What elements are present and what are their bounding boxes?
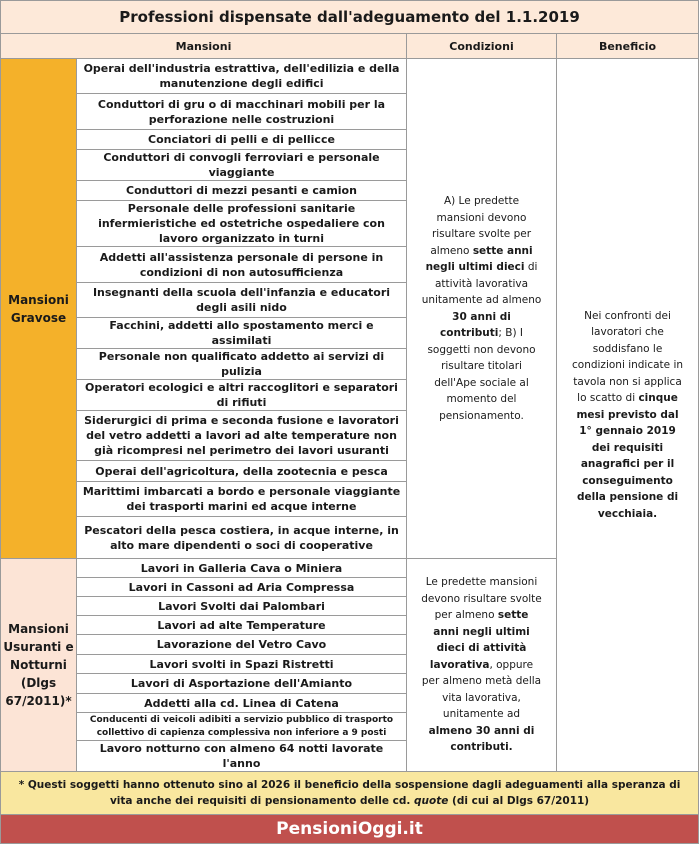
mansione-item: Lavori in Cassoni ad Aria Compressa [77,578,407,597]
conditions-usuranti [407,559,557,772]
beneficio-text [557,59,699,772]
mansione-item: Lavorazione del Vetro Cavo [77,635,407,655]
mansione-item: Addetti alla cd. Linea di Catena [77,694,407,713]
emphasis-text: cinque mesi previsto dal 1° gennaio 2019 dei requisiti anagrafici per il conseguimento della pensione di vecchiaia. [576,392,679,520]
mansione-item: Lavori in Galleria Cava o Miniera [77,559,407,578]
mansione-item: Facchini, addetti allo spostamento merci e assimilati [77,318,407,349]
mansione-item: Operai dell'industria estrattiva, dell'edilizia e della manutenzione degli edifici [77,59,407,94]
body-text: (di cui al Dlgs 67/2011) [448,795,590,807]
mansione-item: Insegnanti della scuola dell'infanzia e educatori degli asili nido [77,283,407,318]
category-gravose: Mansioni Gravose [1,59,77,559]
emphasis-text: almeno 30 anni di contributi. [428,724,535,754]
mansione-item: Siderurgici di prima e seconda fusione e lavoratori del vetro addetti a lavori ad alte temperature non già ricompresi nel perimetro dei lavori usuranti [77,411,407,461]
mansione-item: Lavoro notturno con almeno 64 notti lavorate l'anno [77,741,407,772]
mansione-item: Marittimi imbarcati a bordo e personale viaggiante dei trasporti marini ed acque interne [77,482,407,517]
body-text: , oppure per almeno metà della vita lavorativa, unitamente ad [421,658,542,721]
category-usuranti: Mansioni Usuranti e Notturni (Dlgs 67/2011)* [1,559,77,772]
mansione-item: Lavori svolti in Spazi Ristretti [77,655,407,674]
conditions-gravose [407,59,557,559]
mansione-item: Personale delle professioni sanitarie infermieristiche ed ostetriche ospedaliere con lavoro organizzato in turni [77,201,407,247]
mansione-item: Pescatori della pesca costiera, in acque interne, in alto mare dipendenti o soci di cooperative [77,517,407,559]
italic-text: quote [414,795,449,807]
mansione-item: Personale non qualificato addetto ai servizi di pulizia [77,349,407,380]
header-condizioni: Condizioni [407,34,557,59]
mansione-item: Conciatori di pelli e di pellicce [77,130,407,150]
body-text: di attività lavorativa unitamente ad almeno [421,261,542,306]
body-text: ; B) I soggetti non devono risultare titolari dell'Ape sociale al momento del pensionamento. [427,327,536,422]
mansione-item: Conduttori di gru o di macchinari mobili per la perforazione nelle costruzioni [77,94,407,130]
mansione-item: Conduttori di mezzi pesanti e camion [77,181,407,201]
brand-footer: PensioniOggi.it [1,815,699,844]
body-text: Le predette mansioni devono risultare svolte per almeno [421,576,542,622]
footnote [1,772,699,815]
emphasis-text: 30 anni di contributi [440,310,511,339]
body-text: Nei confronti dei lavoratori che soddisfano le condizioni indicate in tavola non si applica lo scatto di [572,309,684,405]
mansione-item: Lavori ad alte Temperature [77,616,407,635]
mansione-item: Addetti all'assistenza personale di persone in condizioni di non autosufficienza [77,247,407,283]
emphasis-text: sette anni negli ultimi dieci di attività lavorativa [429,609,530,671]
mansione-item: Operai dell'agricoltura, della zootecnia e pesca [77,461,407,482]
mansione-item: Lavori di Asportazione dell'Amianto [77,674,407,694]
emphasis-text: sette anni negli ultimi dieci [425,244,533,273]
header-beneficio: Beneficio [557,34,699,59]
table-title: Professioni dispensate dall'adeguamento del 1.1.2019 [1,1,699,34]
mansione-item: Operatori ecologici e altri raccoglitori e separatori di rifiuti [77,380,407,411]
header-mansioni: Mansioni [1,34,407,59]
mansione-item: Lavori Svolti dai Palombari [77,597,407,616]
body-text: * Questi soggetti hanno ottenuto sino al 2026 il beneficio della sospensione dagli adeguamenti alla speranza di vita anche dei requisiti di pensionamento delle cd. [18,779,681,807]
body-text: A) Le predette mansioni devono risultare svolte per almeno [430,195,532,257]
mansione-item: Conducenti di veicoli adibiti a servizio pubblico di trasporto collettivo di capienza complessiva non inferiore a 9 posti [77,713,407,741]
mansione-item: Conduttori di convogli ferroviari e personale viaggiante [77,150,407,181]
